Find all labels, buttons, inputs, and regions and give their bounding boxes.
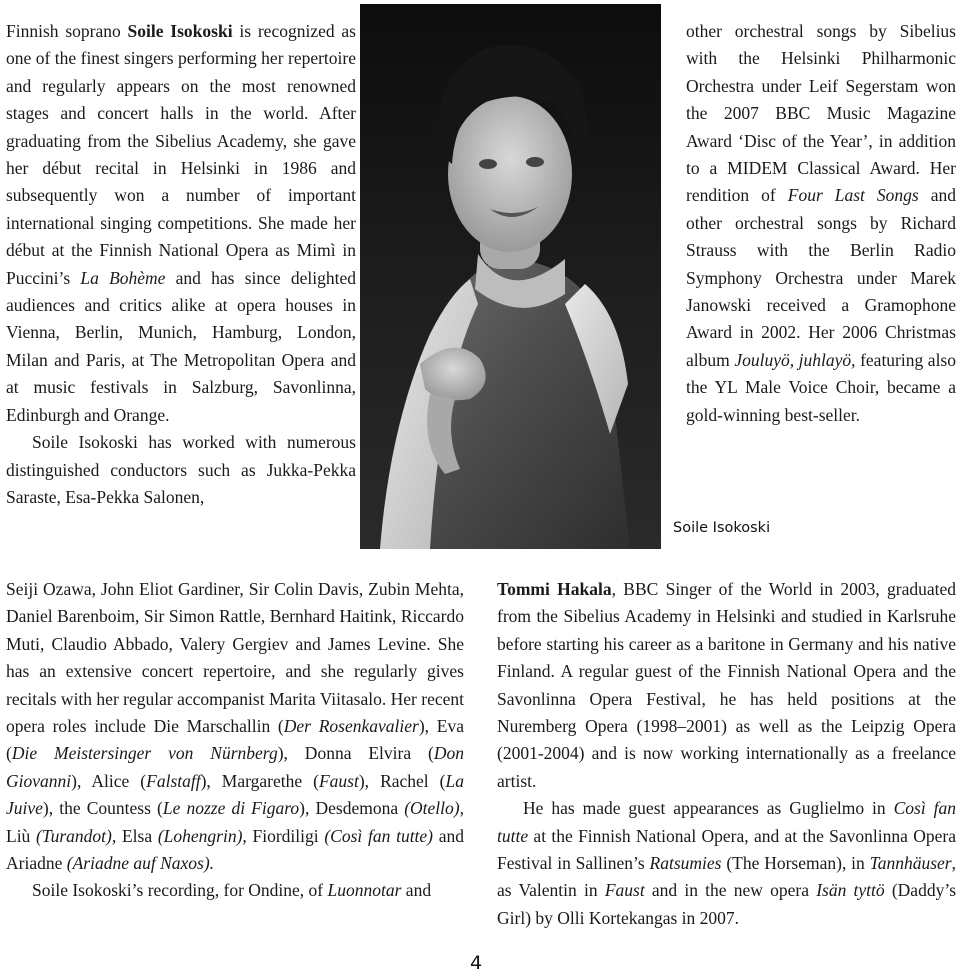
text-run: is recognized as one of the finest singers performing her repertoire and regularly appears on the most renowned stages and concert halls in the world. After graduating from the Sibelius Academy, she gave her début recital in Helsinki in 1986 and subsequently won a number of important international singing competitions. She made her début at the Finnish National Opera as Mimì in Puccini’s xyxy=(6,21,356,288)
italic-title: Faust xyxy=(318,770,359,791)
text-run: (Daddy’s Girl) by Olli Kortekangas in 2007. xyxy=(497,880,956,928)
italic-title: (Otello), xyxy=(404,798,464,819)
paragraph-isokoski-recording xyxy=(6,877,464,904)
page-number: 4 xyxy=(470,952,483,974)
paragraph-isokoski-conductors xyxy=(6,429,356,511)
text-run: other orchestral songs by Sibelius with the Helsinki Philharmonic Orchestra under Leif Segerstam won the 2007 BBC Music Magazine Award ‘Disc of the Year’, in addition to a MIDEM Classical Award. Her rendition of xyxy=(686,21,956,206)
italic-title: La Bohème xyxy=(80,267,166,288)
paragraph-hakala-appearances xyxy=(497,795,956,932)
text-run: and xyxy=(401,880,432,901)
italic-title: La Juive xyxy=(6,770,464,819)
photo-caption: Soile Isokoski xyxy=(673,520,771,536)
text-run: ), Margarethe ( xyxy=(200,770,319,791)
text-run: Soile Isokoski’s recording, for Ondine, of xyxy=(32,880,328,901)
text-run: Fiordiligi xyxy=(246,825,325,846)
italic-title: Faust xyxy=(604,880,645,901)
column-left-top xyxy=(6,18,356,511)
text-run: and in the new opera xyxy=(644,880,817,901)
text-run: and Ariadne xyxy=(6,825,464,874)
paragraph-hakala-bio xyxy=(497,576,956,795)
italic-title: Jouluyö, juhlayö xyxy=(734,349,852,370)
text-run: Liù xyxy=(6,825,37,846)
portrait-photo xyxy=(360,4,661,549)
text-run: (The Horseman), in xyxy=(721,853,870,874)
italic-title: Don Giovanni xyxy=(6,743,464,791)
text-run: ), Desdemona xyxy=(299,798,405,819)
bold-name: Tommi Hakala xyxy=(497,579,612,599)
italic-title: Four Last Songs xyxy=(787,185,919,206)
italic-title: (Ariadne auf Naxos). xyxy=(66,853,215,874)
italic-title: Luonnotar xyxy=(327,880,402,901)
italic-title: Tannhäuser xyxy=(869,853,952,874)
italic-title: (Lohengrin), xyxy=(157,825,247,846)
column-left-bottom xyxy=(6,576,464,905)
bold-name: Soile Isokoski xyxy=(127,21,233,41)
column-right-top xyxy=(686,18,956,429)
text-run: ), Alice ( xyxy=(71,770,147,791)
italic-title: Così fan tutte xyxy=(497,798,956,846)
text-run: , as Valentin in xyxy=(497,853,956,901)
italic-title: Falstaff xyxy=(146,770,201,791)
text-run: ), Eva ( xyxy=(6,716,464,764)
text-run: ), Rachel ( xyxy=(358,770,446,791)
text-run: and other orchestral songs by Richard Strauss with the Berlin Radio Symphony Orchestra under Marek Janowski received a Gramophone Award in 2002. Her 2006 Christmas album xyxy=(686,185,956,370)
italic-title: Die Meistersinger von Nürnberg xyxy=(11,743,278,764)
italic-title: Ratsumies xyxy=(649,853,722,874)
italic-title: Der Rosenkavalier xyxy=(283,716,419,737)
text-run: ), Donna Elvira ( xyxy=(277,743,434,764)
italic-title: Le nozze di Figaro xyxy=(162,798,300,819)
text-run: ), the Countess ( xyxy=(42,798,163,819)
text-run: , featuring also the YL Male Voice Choir, became a gold-winning best-seller. xyxy=(686,349,956,425)
text-run: Soile Isokoski has worked with numerous distinguished conductors such as Jukka-Pekka Saraste, Esa-Pekka Salonen, xyxy=(6,432,356,507)
portrait-image xyxy=(360,4,661,549)
italic-title: Isän tyttö xyxy=(816,880,885,901)
paragraph-isokoski-intro xyxy=(6,18,356,429)
text-run: Finnish soprano xyxy=(6,21,128,41)
text-run: at the Finnish National Opera, and at the Savonlinna Opera Festival in Sallinen’s xyxy=(497,825,956,874)
text-run: He has made guest appearances as Guglielmo in xyxy=(523,798,894,819)
paragraph-isokoski-recordings xyxy=(686,18,956,429)
paragraph-isokoski-conductors-continued xyxy=(6,576,464,877)
text-run: Elsa xyxy=(116,825,158,846)
italic-title: (Così fan tutte) xyxy=(324,825,434,846)
italic-title: (Turandot), xyxy=(36,825,117,846)
text-run: Seiji Ozawa, John Eliot Gardiner, Sir Colin Davis, Zubin Mehta, Daniel Barenboim, Sir Simon Rattle, Bernhard Haitink, Riccardo Muti, Claudio Abbado, Valery Gergiev and James Levine. She has an extensive concert repertoire, and she regularly gives recitals with her regular accompanist Marita Viitasalo. Her recent opera roles include Die Marschallin ( xyxy=(6,579,464,737)
text-run: , BBC Singer of the World in 2003, graduated from the Sibelius Academy in Helsinki and studied in Karlsruhe before starting his career as a baritone in Germany and his native Finland. A regular guest of the Finnish National Opera and the Savonlinna Opera Festival, he has held positions at the Nuremberg Opera (1998–2001) as well as the Leipzig Opera (2001-2004) and is now working internationally as a freelance artist. xyxy=(497,579,956,791)
text-run: and has since delighted audiences and critics alike at opera houses in Vienna, Berlin, Munich, Hamburg, London, Milan and Paris, at The Metropolitan Opera and at music festivals in Salzburg, Savonlinna, Edinburgh and Orange. xyxy=(6,267,356,425)
column-right-bottom xyxy=(497,576,956,932)
